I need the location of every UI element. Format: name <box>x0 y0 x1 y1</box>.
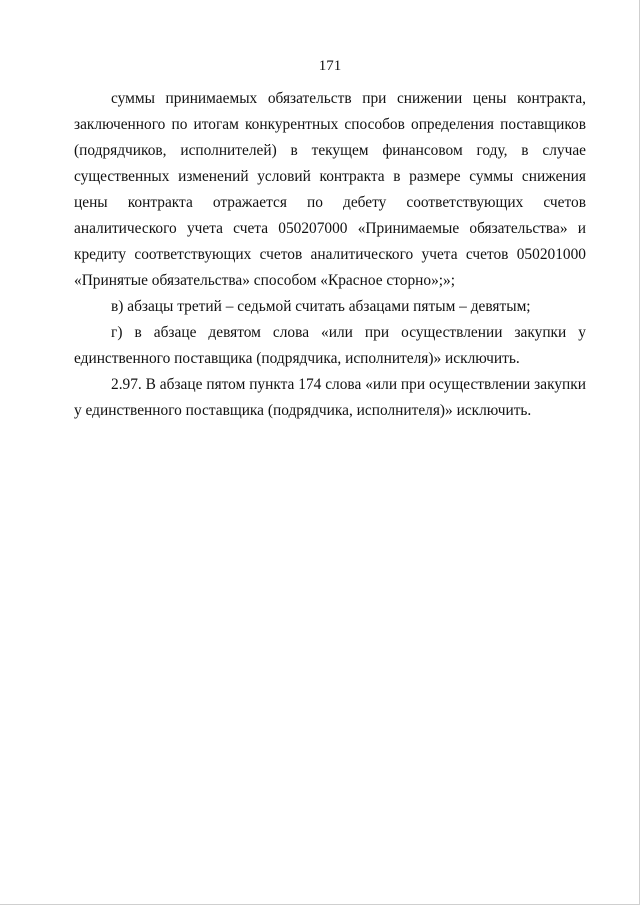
paragraph-sums-obligations: суммы принимаемых обязательств при снижении цены контракта, заключенного по итогам конкурентных способов определения поставщиков (подрядчиков, исполнителей) в текущем финансовом году, в случае существенных изменений условий контракта в размере суммы снижения цены контракта отражается по дебету соответствующих счетов аналитического учета счета 050207000 «Принимаемые обязательства» и кредиту соответствующих счетов аналитического учета счетов 050201000 «Принятые обязательства» способом «Красное сторно»;»; <box>74 90 586 289</box>
page-number: 171 <box>318 58 342 74</box>
paragraph-2-97: 2.97. В абзаце пятом пункта 174 слова «или при осуществлении закупки у единственного поставщика (подрядчика, исполнителя)» исключить. <box>74 376 586 419</box>
document-body <box>74 86 586 424</box>
paragraph-item-g: г) в абзаце девятом слова «или при осуществлении закупки у единственного поставщика (подрядчика, исполнителя)» исключить. <box>74 324 586 367</box>
paragraph-item-v: в) абзацы третий – седьмой считать абзацами пятым – девятым; <box>111 298 531 315</box>
